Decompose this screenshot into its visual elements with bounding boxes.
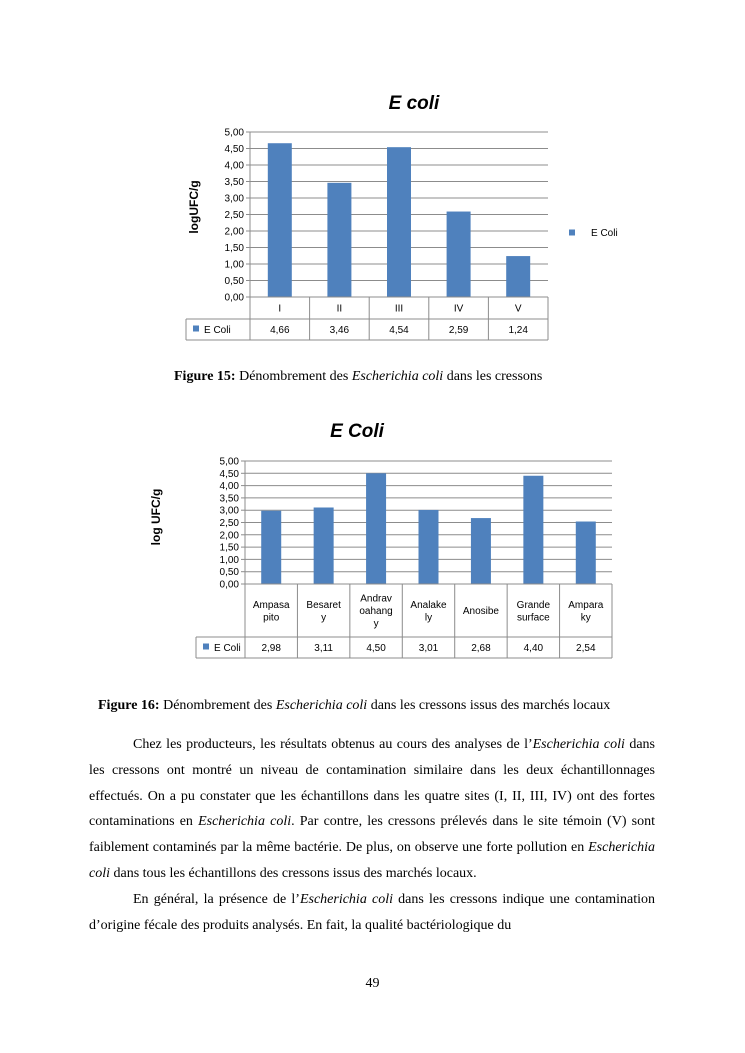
category-label: V [514, 303, 522, 315]
data-value-label: 4,50 [366, 643, 386, 654]
y-tick-label: 1,50 [224, 243, 244, 254]
bar-7 [576, 522, 596, 584]
figure-16-caption: Figure 16: Dénombrement des Escherichia coli dans les cressons issus des marchés locaux [98, 698, 611, 713]
y-tick-label: 5,00 [224, 127, 244, 139]
data-value-label: 4,40 [523, 643, 544, 654]
category-label: III [394, 303, 404, 315]
category-label: Analake [410, 599, 447, 611]
y-tick-label: 0,00 [224, 292, 244, 304]
y-tick-label: 2,50 [224, 210, 244, 221]
data-value-label: 4,66 [270, 325, 290, 336]
bar-5 [471, 518, 491, 584]
bar-3 [366, 473, 386, 584]
figure-15-caption: Figure 15: Dénombrement des Escherichia coli dans les cressons [174, 369, 543, 384]
data-value-label: 3,11 [314, 643, 334, 654]
category-label: oahang [359, 606, 393, 617]
y-tick-label: 1,50 [219, 542, 239, 554]
y-axis-label: log UFC/g [149, 488, 163, 546]
data-value-label: 2,54 [576, 643, 596, 654]
y-tick-label: 0,50 [219, 567, 239, 579]
y-tick-label: 1,00 [224, 259, 244, 271]
y-tick-label: 0,00 [219, 579, 239, 591]
paragraph-2: En général, la présence de l’Escherichia coli dans les cressons indique une contamination d’origine fécale des produits analysés. En fait, la qualité bactériologique du [89, 891, 655, 933]
y-axis-label: logUFC/g [187, 180, 201, 234]
data-value-label: 3,46 [329, 325, 350, 336]
data-value-label: 1,24 [508, 325, 528, 336]
y-tick-label: 4,00 [224, 160, 244, 172]
data-value-label: 3,01 [418, 643, 439, 654]
category-label: Ampara [568, 599, 604, 611]
data-value-label: 2,68 [471, 643, 491, 654]
table-series-name: E Coli [214, 643, 241, 654]
category-label: ly [424, 612, 433, 624]
chart-title: E coli [388, 93, 440, 114]
category-label: pito [263, 612, 280, 624]
bar-4 [419, 510, 439, 584]
y-tick-label: 2,00 [219, 530, 239, 542]
paragraph-1: Chez les producteurs, les résultats obtenus au cours des analyses de l’Escherichia coli dans les cressons ont montré un niveau de contamination similaire dans les deux échantillonnages effectués. On a pu constater que les échantillons dans les quatre sites (I, II, III, IV) ont des fortes contaminations en Escherichia coli. Par contre, les cressons prélevés dans le site témoin (V) sont faiblement contaminés par la même bactérie. De plus, on observe une forte pollution en Escherichia coli dans tous les échantillons des cressons issus des marchés locaux. [89, 737, 655, 881]
y-tick-label: 4,50 [224, 144, 244, 155]
y-tick-label: 3,50 [219, 493, 239, 505]
category-label: ky [580, 612, 591, 624]
y-tick-label: 3,00 [219, 505, 239, 517]
category-label: IV [453, 303, 464, 315]
category-label: y [373, 618, 379, 630]
bar-6 [523, 476, 543, 584]
body-text [89, 732, 655, 938]
data-value-label: 4,54 [389, 325, 409, 336]
table-series-name: E Coli [204, 325, 231, 336]
y-tick-label: 2,50 [219, 518, 239, 529]
bar-1 [261, 511, 281, 584]
y-tick-label: 3,50 [224, 177, 244, 188]
category-label: Andrav [360, 593, 392, 605]
data-value-label: 2,59 [448, 325, 469, 336]
data-value-label: 2,98 [261, 643, 281, 654]
bar-2 [314, 507, 334, 584]
category-label: Grande [516, 599, 551, 611]
category-label: II [336, 303, 343, 315]
category-label: Besaret [306, 599, 341, 611]
y-tick-label: 4,50 [219, 468, 239, 480]
legend-label: E Coli [591, 228, 618, 239]
y-tick-label: 4,00 [219, 481, 239, 493]
y-tick-label: 1,00 [219, 554, 239, 566]
table-legend-key [203, 644, 209, 650]
category-label: Ampasa [252, 599, 290, 611]
category-label: Anosibe [462, 606, 499, 617]
y-tick-label: 2,00 [224, 226, 244, 238]
y-tick-label: 0,50 [224, 276, 244, 287]
y-tick-label: 5,00 [219, 456, 239, 468]
y-tick-label: 3,00 [224, 193, 244, 205]
category-label: surface [516, 612, 550, 624]
category-label: y [321, 612, 327, 624]
page-number: 49 [365, 976, 380, 991]
category-label: I [278, 303, 282, 315]
chart-title: E Coli [330, 421, 384, 442]
